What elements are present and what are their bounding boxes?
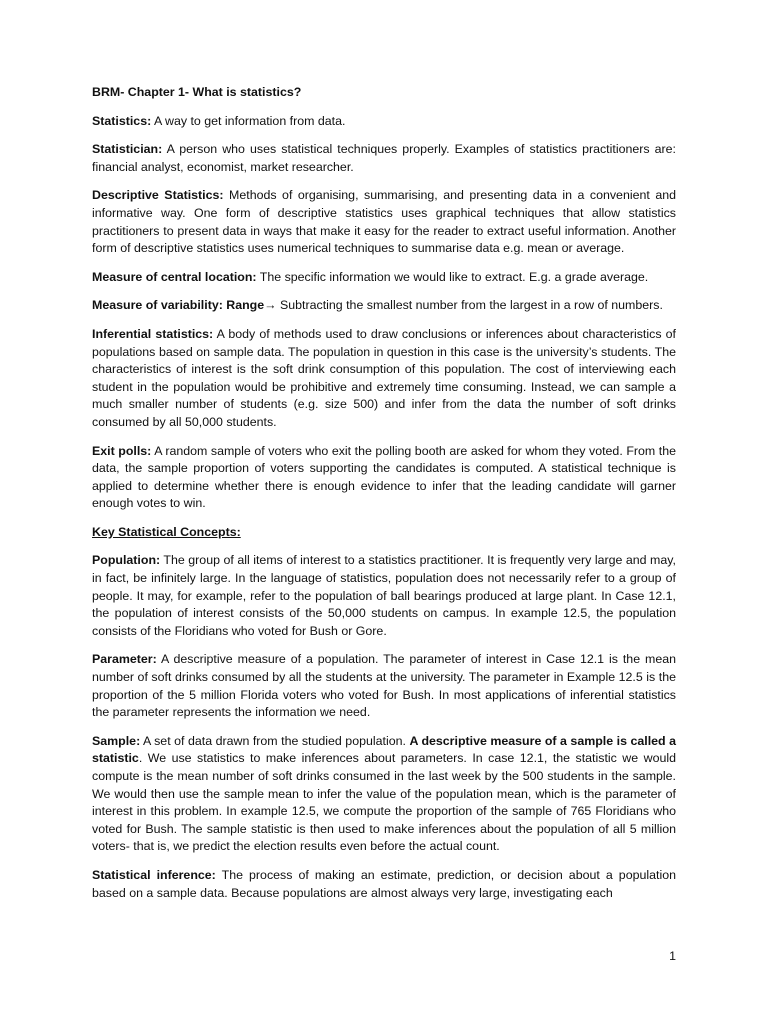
term-sample: Sample:: [92, 733, 141, 748]
definition-sample-text-a: A set of data drawn from the studied population.: [140, 733, 410, 748]
page-number: 1: [669, 949, 676, 963]
definition-central-location: [92, 269, 676, 287]
document-title: BRM- Chapter 1- What is statistics?: [92, 85, 302, 99]
definition-sample: [92, 733, 676, 856]
definition-descriptive-statistics: [92, 187, 676, 257]
definition-sample-statistic-bold: A descriptive measure of a sample is called a statistic: [92, 733, 676, 766]
term-statistician: Statistician:: [92, 142, 163, 157]
term-exit-polls: Exit polls:: [92, 443, 152, 458]
definition-variability: [92, 297, 676, 315]
definition-inferential-statistics: [92, 326, 676, 432]
definition-statistical-inference-text: The process of making an estimate, prediction, or decision about a population based on a sample data. Because populations are almost always very large, investigating each: [92, 867, 676, 900]
definition-inferential-statistics-text: A body of methods used to draw conclusions or inferences about characteristics of populations based on sample data. The population in question in this case is the university’s students. The characteristics of interest is the soft drink consumption of this population. The cost of interviewing each student in the population would be prohibitive and extremely time consuming. Instead, we can sample a much smaller number of students (e.g. size 500) and infer from the data the number of soft drinks consumed by all 50,000 students.: [92, 326, 676, 429]
term-parameter: Parameter:: [92, 652, 157, 667]
document-page: [92, 84, 676, 913]
definition-exit-polls: [92, 443, 676, 513]
term-population: Population:: [92, 553, 161, 568]
definition-exit-polls-text: A random sample of voters who exit the polling booth are asked for whom they voted. From the data, the sample proportion of voters supporting the candidates is computed. A statistical technique is applied to determine whether there is enough evidence to infer that the leading candidate will garner enough votes to win.: [92, 443, 676, 511]
definition-statistics: [92, 113, 676, 131]
definition-population: [92, 552, 676, 640]
definition-parameter: [92, 651, 676, 721]
term-statistical-inference: Statistical inference:: [92, 867, 216, 882]
right-arrow-icon: →: [264, 298, 277, 313]
definition-central-location-text: The specific information we would like to extract. E.g. a grade average.: [256, 269, 649, 284]
definition-sample-text-c: . We use statistics to make inferences about parameters. In case 12.1, the statistic we would compute is the mean number of soft drinks consumed in the last week by the 500 students in the sample. We would then use the sample mean to infer the value of the population mean, which is the parameter of interest in this problem. In example 12.5, we compute the proportion of the sample of 765 Floridians who voted for Bush. The sample statistic is then used to make inferences about the population of all 5 million voters- that is, we predict the election results even before the actual count.: [92, 751, 676, 854]
term-descriptive-statistics: Descriptive Statistics:: [92, 188, 224, 203]
definition-population-text: The group of all items of interest to a statistics practitioner. It is frequently very large and may, in fact, be infinitely large. In the language of statistics, population does not necessarily refer to a group of people. It may, for example, refer to the population of ball bearings produced at large plant. In Case 12.1, the population of interest consists of the 50,000 students on campus. In example 12.5, the population consists of the Floridians who voted for Bush or Gore.: [92, 553, 676, 638]
definition-statistical-inference: [92, 867, 676, 902]
key-concepts-heading: Key Statistical Concepts:: [92, 524, 241, 539]
term-inferential-statistics: Inferential statistics:: [92, 326, 214, 341]
definition-parameter-text: A descriptive measure of a population. The parameter of interest in Case 12.1 is the mean number of soft drinks consumed by all the students at the university. The parameter in Example 12.5 is the proportion of the 5 million Florida voters who voted for Bush. In most applications of inferential statistics the parameter represents the information we need.: [92, 652, 676, 720]
definition-variability-text: Subtracting the smallest number from the largest in a row of numbers.: [276, 298, 663, 313]
definition-statistician: [92, 141, 676, 176]
term-central-location: Measure of central location:: [92, 269, 257, 284]
definition-descriptive-statistics-text: Methods of organising, summarising, and presenting data in a convenient and informative way. One form of descriptive statistics uses graphical techniques that allow statistics practitioners to present data in ways that make it easy for the reader to extract useful information. Another form of descriptive statistics uses numerical techniques to summarise data e.g. mean or average.: [92, 188, 676, 256]
term-statistics: Statistics:: [92, 113, 152, 128]
definition-statistician-text: A person who uses statistical techniques properly. Examples of statistics practitioners are: financial analyst, economist, market researcher.: [92, 142, 676, 174]
definition-statistics-text: A way to get information from data.: [151, 113, 346, 128]
term-variability: Measure of variability: Range: [92, 298, 265, 313]
